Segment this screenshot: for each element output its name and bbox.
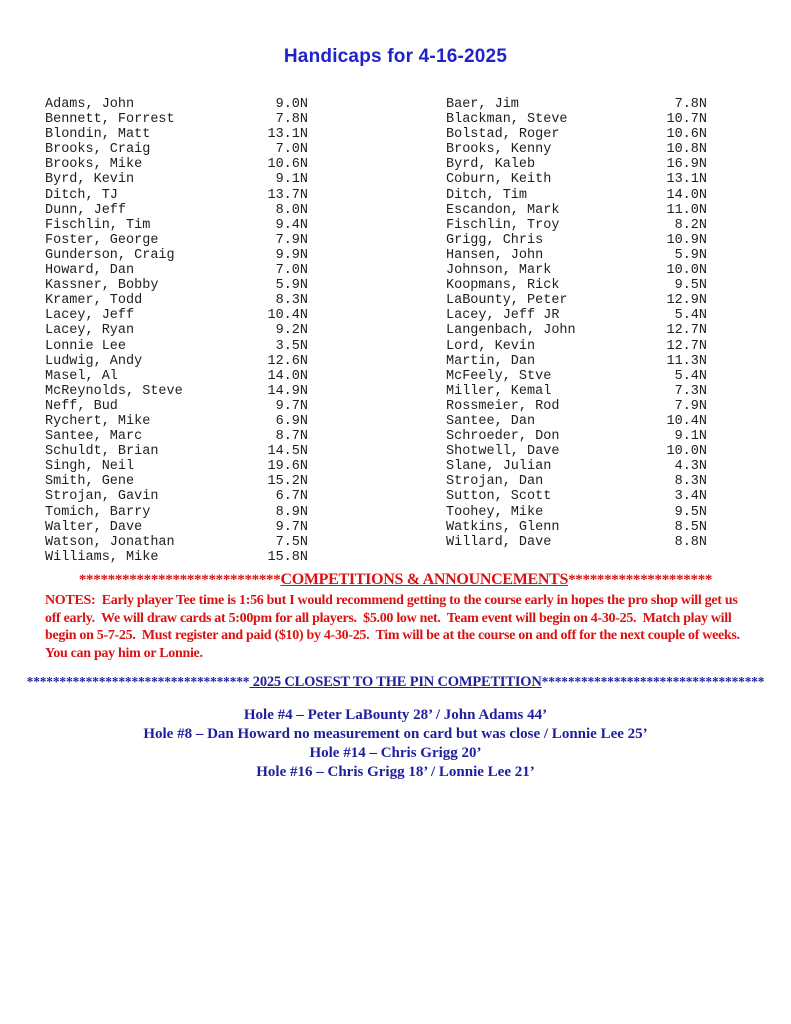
handicap-row bbox=[45, 278, 308, 293]
pin-competition-title: 2025 CLOSEST TO THE PIN COMPETITION bbox=[249, 674, 542, 690]
handicap-row bbox=[45, 233, 308, 248]
handicap-value: 15.2N bbox=[267, 474, 308, 490]
player-name: Masel, Al bbox=[45, 368, 118, 384]
handicap-row bbox=[446, 535, 707, 550]
player-name: Hansen, John bbox=[446, 247, 544, 263]
player-name: Blackman, Steve bbox=[446, 112, 568, 128]
player-name: Fischlin, Troy bbox=[446, 217, 560, 233]
hole-result-line: Hole #8 – Dan Howard no measurement on card but was close / Lonnie Lee 25’ bbox=[143, 726, 648, 742]
handicap-value: 8.5N bbox=[674, 519, 707, 535]
handicap-value: 10.6N bbox=[267, 157, 308, 173]
player-name: Neff, Bud bbox=[45, 398, 118, 414]
handicap-value: 14.0N bbox=[666, 187, 707, 203]
handicap-row bbox=[446, 414, 707, 429]
handicap-row bbox=[45, 414, 308, 429]
player-name: Watkins, Glenn bbox=[446, 519, 560, 535]
player-name: Schuldt, Brian bbox=[45, 444, 159, 460]
handicap-row bbox=[45, 293, 308, 308]
player-name: Langenbach, John bbox=[446, 323, 576, 339]
handicap-row bbox=[446, 323, 707, 338]
handicap-value: 19.6N bbox=[267, 459, 308, 475]
handicap-row bbox=[45, 339, 308, 354]
player-name: Baer, Jim bbox=[446, 97, 519, 112]
handicap-row bbox=[45, 474, 308, 489]
handicap-value: 7.8N bbox=[275, 112, 308, 128]
asterisk-divider-right: ******************** bbox=[568, 572, 713, 588]
handicap-value: 9.7N bbox=[275, 398, 308, 414]
handicap-value: 8.8N bbox=[674, 534, 707, 550]
handicap-value: 9.2N bbox=[275, 323, 308, 339]
handicap-row bbox=[45, 429, 308, 444]
player-name: Shotwell, Dave bbox=[446, 444, 560, 460]
handicap-value: 15.8N bbox=[267, 549, 308, 565]
handicap-value: 12.6N bbox=[267, 353, 308, 369]
handicap-value: 5.4N bbox=[674, 308, 707, 324]
handicap-value: 9.9N bbox=[275, 247, 308, 263]
player-name: Coburn, Keith bbox=[446, 172, 552, 188]
hole-result-line: Hole #16 – Chris Grigg 18’ / Lonnie Lee 21’ bbox=[256, 764, 535, 780]
handicap-value: 10.8N bbox=[666, 142, 707, 158]
handicap-value: 12.7N bbox=[666, 323, 707, 339]
asterisk-divider-left: **************************** bbox=[78, 572, 281, 588]
handicap-row bbox=[446, 293, 707, 308]
handicap-row bbox=[446, 369, 707, 384]
page-title: Handicaps for 4-16-2025 bbox=[283, 46, 508, 67]
player-name: LaBounty, Peter bbox=[446, 293, 568, 309]
player-name: Rossmeier, Rod bbox=[446, 398, 560, 414]
handicap-value: 9.5N bbox=[674, 278, 707, 294]
player-name: Fischlin, Tim bbox=[45, 217, 151, 233]
player-name: Howard, Dan bbox=[45, 263, 135, 279]
handicap-value: 12.9N bbox=[666, 293, 707, 309]
handicap-value: 10.9N bbox=[666, 232, 707, 248]
player-name: Koopmans, Rick bbox=[446, 278, 560, 294]
handicap-value: 12.7N bbox=[666, 338, 707, 354]
handicap-value: 8.2N bbox=[674, 217, 707, 233]
handicap-row bbox=[446, 233, 707, 248]
handicap-list-left-column bbox=[45, 97, 308, 565]
handicap-row bbox=[446, 142, 707, 157]
handicap-row bbox=[446, 127, 707, 142]
handicap-row bbox=[45, 157, 308, 172]
pin-competition-header bbox=[0, 674, 791, 691]
competitions-announcements-header bbox=[0, 571, 791, 589]
handicap-value: 9.0N bbox=[275, 97, 308, 112]
asterisk-divider-left: ********************************** bbox=[26, 674, 250, 689]
player-name: Escandon, Mark bbox=[446, 202, 560, 218]
handicap-row bbox=[45, 505, 308, 520]
competitions-announcements-title: COMPETITIONS & ANNOUNCEMENTS bbox=[280, 571, 569, 588]
handicap-value: 8.3N bbox=[674, 474, 707, 490]
handicap-row bbox=[45, 218, 308, 233]
handicap-row bbox=[446, 399, 707, 414]
player-name: Ditch, Tim bbox=[446, 187, 528, 203]
player-name: Williams, Mike bbox=[45, 549, 159, 565]
player-name: Dunn, Jeff bbox=[45, 202, 127, 218]
hole-result-line: Hole #4 – Peter LaBounty 28’ / John Adams 44’ bbox=[243, 707, 548, 723]
handicap-row bbox=[446, 339, 707, 354]
player-name: Ditch, TJ bbox=[45, 187, 118, 203]
handicap-row bbox=[446, 520, 707, 535]
handicap-value: 5.9N bbox=[275, 278, 308, 294]
handicap-value: 5.9N bbox=[674, 247, 707, 263]
handicap-row bbox=[45, 444, 308, 459]
handicap-row bbox=[446, 112, 707, 127]
handicap-value: 7.8N bbox=[674, 97, 707, 112]
handicap-row bbox=[446, 429, 707, 444]
handicap-value: 14.9N bbox=[267, 383, 308, 399]
player-name: Adams, John bbox=[45, 97, 135, 112]
handicap-row bbox=[446, 157, 707, 172]
player-name: Slane, Julian bbox=[446, 459, 552, 475]
player-name: Kramer, Todd bbox=[45, 293, 143, 309]
handicap-row bbox=[45, 323, 308, 338]
player-name: Kassner, Bobby bbox=[45, 278, 159, 294]
handicap-value: 13.7N bbox=[267, 187, 308, 203]
handicap-value: 9.1N bbox=[275, 172, 308, 188]
handicap-value: 7.9N bbox=[275, 232, 308, 248]
handicap-value: 14.5N bbox=[267, 444, 308, 460]
player-name: Foster, George bbox=[45, 232, 159, 248]
handicap-value: 10.7N bbox=[666, 112, 707, 128]
player-name: Byrd, Kaleb bbox=[446, 157, 536, 173]
player-name: Brooks, Mike bbox=[45, 157, 143, 173]
handicap-row bbox=[446, 354, 707, 369]
handicap-value: 7.0N bbox=[275, 263, 308, 279]
handicap-value: 10.0N bbox=[666, 444, 707, 460]
handicap-row bbox=[45, 535, 308, 550]
handicap-row bbox=[45, 127, 308, 142]
player-name: McReynolds, Steve bbox=[45, 383, 183, 399]
player-name: Miller, Kemal bbox=[446, 383, 552, 399]
handicap-value: 13.1N bbox=[666, 172, 707, 188]
handicap-value: 11.3N bbox=[666, 353, 707, 369]
player-name: Lacey, Jeff bbox=[45, 308, 135, 324]
handicap-row bbox=[45, 384, 308, 399]
handicap-row bbox=[446, 263, 707, 278]
player-name: Strojan, Dan bbox=[446, 474, 544, 490]
player-name: Lonnie Lee bbox=[45, 338, 127, 354]
player-name: Byrd, Kevin bbox=[45, 172, 135, 188]
player-name: Santee, Marc bbox=[45, 429, 143, 445]
handicap-row bbox=[45, 188, 308, 203]
handicap-value: 5.4N bbox=[674, 368, 707, 384]
handicap-value: 16.9N bbox=[666, 157, 707, 173]
handicap-row bbox=[45, 142, 308, 157]
handicap-value: 8.7N bbox=[275, 429, 308, 445]
player-name: Schroeder, Don bbox=[446, 429, 560, 445]
handicap-value: 10.0N bbox=[666, 263, 707, 279]
player-name: Bolstad, Roger bbox=[446, 127, 560, 143]
handicap-row bbox=[446, 308, 707, 323]
player-name: Willard, Dave bbox=[446, 534, 552, 550]
handicap-value: 3.5N bbox=[275, 338, 308, 354]
handicap-value: 4.3N bbox=[674, 459, 707, 475]
handicap-row bbox=[446, 172, 707, 187]
handicap-row bbox=[446, 97, 707, 112]
handicap-value: 9.5N bbox=[674, 504, 707, 520]
player-name: Gunderson, Craig bbox=[45, 247, 175, 263]
player-name: Tomich, Barry bbox=[45, 504, 151, 520]
notes-paragraph: NOTES: Early player Tee time is 1:56 but I would recommend getting to the course early in hopes the pro shop will get us off early. We will draw cards at 5:00pm for all players. $5.00 low net. Team event will begin on 4-30-25. Match play will begin on 5-7-25. Must register and paid ($10) by 4-30-25. Tim will be at the course on and off for the next couple of weeks. You can pay him or Lonnie. bbox=[45, 593, 746, 662]
handicap-value: 14.0N bbox=[267, 368, 308, 384]
player-name: Bennett, Forrest bbox=[45, 112, 175, 128]
handicap-row bbox=[45, 369, 308, 384]
asterisk-divider-right: ********************************** bbox=[541, 674, 765, 689]
hole-result-line: Hole #14 – Chris Grigg 20’ bbox=[309, 745, 482, 761]
handicap-value: 7.9N bbox=[674, 398, 707, 414]
handicap-row bbox=[45, 203, 308, 218]
handicap-row bbox=[45, 112, 308, 127]
handicap-row bbox=[446, 474, 707, 489]
handicap-value: 10.6N bbox=[666, 127, 707, 143]
closest-to-pin-results bbox=[0, 706, 791, 782]
handicap-row bbox=[446, 444, 707, 459]
player-name: Rychert, Mike bbox=[45, 413, 151, 429]
handicap-value: 10.4N bbox=[666, 413, 707, 429]
handicap-row bbox=[446, 278, 707, 293]
handicap-value: 8.0N bbox=[275, 202, 308, 218]
handicap-row bbox=[45, 399, 308, 414]
player-name: Ludwig, Andy bbox=[45, 353, 143, 369]
handicap-value: 7.5N bbox=[275, 534, 308, 550]
player-name: Strojan, Gavin bbox=[45, 489, 159, 505]
handicap-value: 9.1N bbox=[674, 429, 707, 445]
player-name: Blondin, Matt bbox=[45, 127, 151, 143]
handicap-row bbox=[45, 248, 308, 263]
handicap-row bbox=[446, 459, 707, 474]
player-name: Lacey, Jeff JR bbox=[446, 308, 560, 324]
handicap-row bbox=[446, 188, 707, 203]
player-name: Watson, Jonathan bbox=[45, 534, 175, 550]
handicap-value: 6.7N bbox=[275, 489, 308, 505]
player-name: Johnson, Mark bbox=[446, 263, 552, 279]
player-name: Santee, Dan bbox=[446, 413, 536, 429]
player-name: Toohey, Mike bbox=[446, 504, 544, 520]
player-name: Walter, Dave bbox=[45, 519, 143, 535]
player-name: Brooks, Kenny bbox=[446, 142, 552, 158]
handicap-row bbox=[446, 505, 707, 520]
handicap-value: 11.0N bbox=[666, 202, 707, 218]
player-name: Brooks, Craig bbox=[45, 142, 151, 158]
handicap-value: 7.3N bbox=[674, 383, 707, 399]
handicap-row bbox=[45, 97, 308, 112]
handicap-value: 9.7N bbox=[275, 519, 308, 535]
player-name: Singh, Neil bbox=[45, 459, 135, 475]
handicap-value: 8.3N bbox=[275, 293, 308, 309]
player-name: Lord, Kevin bbox=[446, 338, 536, 354]
handicap-value: 3.4N bbox=[674, 489, 707, 505]
player-name: Lacey, Ryan bbox=[45, 323, 135, 339]
player-name: McFeely, Stve bbox=[446, 368, 552, 384]
handicap-row bbox=[446, 203, 707, 218]
handicap-value: 10.4N bbox=[267, 308, 308, 324]
handicap-row bbox=[45, 459, 308, 474]
handicap-value: 9.4N bbox=[275, 217, 308, 233]
handicap-row bbox=[446, 218, 707, 233]
handicap-value: 6.9N bbox=[275, 413, 308, 429]
handicap-row bbox=[45, 308, 308, 323]
handicap-value: 7.0N bbox=[275, 142, 308, 158]
player-name: Grigg, Chris bbox=[446, 232, 544, 248]
handicap-row bbox=[446, 248, 707, 263]
handicap-value: 8.9N bbox=[275, 504, 308, 520]
handicap-list-right-column bbox=[446, 97, 707, 550]
handicap-value: 13.1N bbox=[267, 127, 308, 143]
handicap-row bbox=[45, 172, 308, 187]
player-name: Sutton, Scott bbox=[446, 489, 552, 505]
player-name: Martin, Dan bbox=[446, 353, 536, 369]
handicap-row bbox=[45, 263, 308, 278]
handicap-row bbox=[45, 550, 308, 565]
handicap-row bbox=[446, 489, 707, 504]
handicap-row bbox=[446, 384, 707, 399]
handicap-row bbox=[45, 520, 308, 535]
handicap-row bbox=[45, 489, 308, 504]
player-name: Smith, Gene bbox=[45, 474, 135, 490]
handicap-row bbox=[45, 354, 308, 369]
